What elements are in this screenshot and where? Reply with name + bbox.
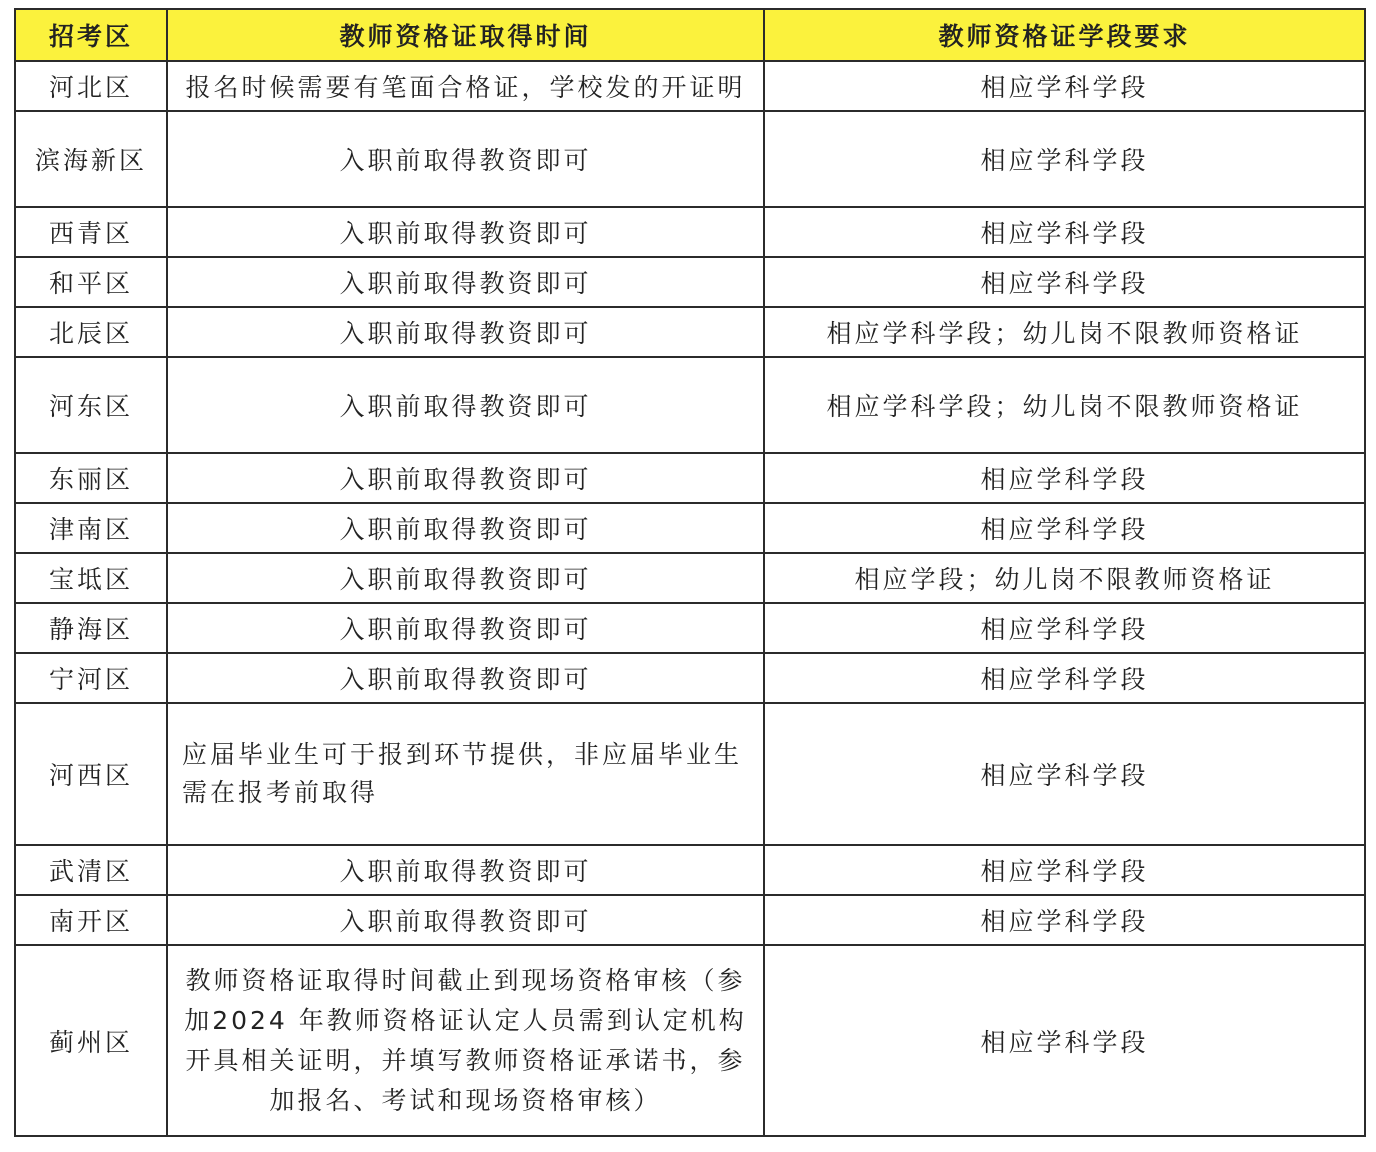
district-cell: 滨海新区	[15, 111, 167, 207]
district-cell: 蓟州区	[15, 945, 167, 1136]
table-row	[15, 207, 1365, 257]
time-cell: 入职前取得教资即可	[167, 653, 764, 703]
table-row	[15, 845, 1365, 895]
table-row	[15, 603, 1365, 653]
table-row	[15, 553, 1365, 603]
district-cell: 东丽区	[15, 453, 167, 503]
requirement-cell: 相应学科学段	[764, 257, 1365, 307]
header-time: 教师资格证取得时间	[167, 9, 764, 61]
requirement-cell: 相应学科学段	[764, 453, 1365, 503]
time-cell: 应届毕业生可于报到环节提供，非应届毕业生需在报考前取得	[167, 703, 764, 845]
district-cell: 西青区	[15, 207, 167, 257]
district-cell: 宝坻区	[15, 553, 167, 603]
district-cell: 静海区	[15, 603, 167, 653]
time-cell: 入职前取得教资即可	[167, 553, 764, 603]
table-row	[15, 307, 1365, 357]
table-row	[15, 895, 1365, 945]
table-row	[15, 257, 1365, 307]
district-cell: 武清区	[15, 845, 167, 895]
table-row	[15, 503, 1365, 553]
time-cell: 入职前取得教资即可	[167, 503, 764, 553]
requirement-cell: 相应学科学段	[764, 111, 1365, 207]
requirement-cell: 相应学科学段；幼儿岗不限教师资格证	[764, 307, 1365, 357]
time-cell: 入职前取得教资即可	[167, 845, 764, 895]
time-cell: 入职前取得教资即可	[167, 453, 764, 503]
requirement-cell: 相应学科学段	[764, 603, 1365, 653]
table-row	[15, 945, 1365, 1136]
district-cell: 河北区	[15, 61, 167, 111]
header-district: 招考区	[15, 9, 167, 61]
time-cell: 入职前取得教资即可	[167, 357, 764, 453]
table-row	[15, 61, 1365, 111]
district-cell: 宁河区	[15, 653, 167, 703]
requirement-cell: 相应学科学段	[764, 503, 1365, 553]
district-cell: 津南区	[15, 503, 167, 553]
requirement-cell: 相应学科学段	[764, 845, 1365, 895]
requirement-cell: 相应学科学段	[764, 61, 1365, 111]
time-cell: 入职前取得教资即可	[167, 111, 764, 207]
requirement-cell: 相应学科学段	[764, 653, 1365, 703]
requirement-cell: 相应学科学段；幼儿岗不限教师资格证	[764, 357, 1365, 453]
requirement-cell: 相应学科学段	[764, 207, 1365, 257]
requirement-cell: 相应学科学段	[764, 945, 1365, 1136]
time-cell: 入职前取得教资即可	[167, 307, 764, 357]
time-cell: 教师资格证取得时间截止到现场资格审核（参加2024 年教师资格证认定人员需到认定机构开具相关证明，并填写教师资格证承诺书，参加报名、考试和现场资格审核）	[167, 945, 764, 1136]
requirement-cell: 相应学段；幼儿岗不限教师资格证	[764, 553, 1365, 603]
header-row	[15, 9, 1365, 61]
district-cell: 河东区	[15, 357, 167, 453]
table-row	[15, 453, 1365, 503]
table-row	[15, 111, 1365, 207]
teacher-certificate-table	[14, 8, 1366, 1137]
district-cell: 北辰区	[15, 307, 167, 357]
table-row	[15, 653, 1365, 703]
requirement-cell: 相应学科学段	[764, 895, 1365, 945]
table-row	[15, 703, 1365, 845]
table-row	[15, 357, 1365, 453]
time-cell: 入职前取得教资即可	[167, 257, 764, 307]
time-cell: 入职前取得教资即可	[167, 603, 764, 653]
district-cell: 南开区	[15, 895, 167, 945]
district-cell: 河西区	[15, 703, 167, 845]
district-cell: 和平区	[15, 257, 167, 307]
requirement-cell: 相应学科学段	[764, 703, 1365, 845]
time-cell: 入职前取得教资即可	[167, 207, 764, 257]
header-requirement: 教师资格证学段要求	[764, 9, 1365, 61]
time-cell: 入职前取得教资即可	[167, 895, 764, 945]
time-cell: 报名时候需要有笔面合格证，学校发的开证明	[167, 61, 764, 111]
